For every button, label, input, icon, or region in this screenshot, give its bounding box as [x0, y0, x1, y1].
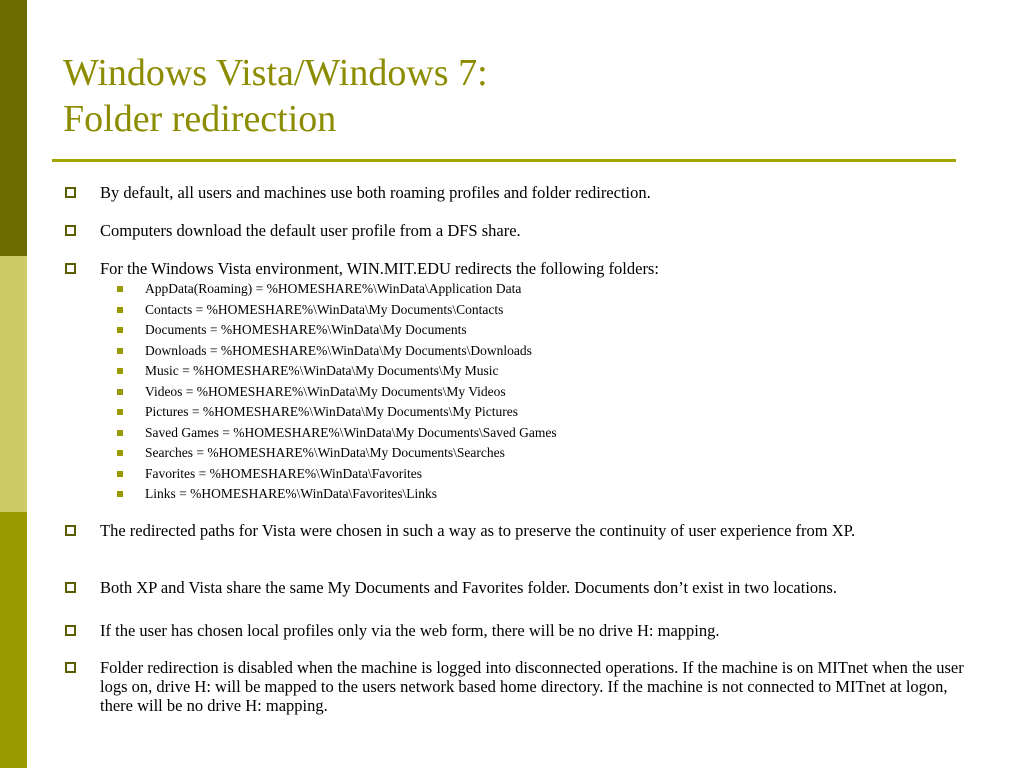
- filled-square-bullet-icon: [117, 430, 123, 436]
- bullet-text: If the user has chosen local profiles only via the web form, there will be no drive H: mapping.: [100, 621, 720, 640]
- hollow-square-bullet-icon: [65, 187, 76, 198]
- filled-square-bullet-icon: [117, 389, 123, 395]
- filled-square-bullet-icon: [117, 368, 123, 374]
- sub-bullet-item: [145, 486, 965, 502]
- bullet-item: [100, 221, 970, 240]
- sub-bullet-text: Downloads = %HOMESHARE%\WinData\My Documents\Downloads: [145, 343, 532, 358]
- sub-bullet-item: [145, 384, 965, 400]
- sub-bullet-text: Pictures = %HOMESHARE%\WinData\My Documents\My Pictures: [145, 404, 519, 419]
- bullet-text: The redirected paths for Vista were chosen in such a way as to preserve the continuity of user experience from XP.: [100, 521, 856, 540]
- sub-bullet-item: [145, 322, 965, 338]
- filled-square-bullet-icon: [117, 409, 123, 415]
- sub-bullet-text: Links = %HOMESHARE%\WinData\Favorites\Links: [145, 486, 438, 501]
- sub-bullet-text: Documents = %HOMESHARE%\WinData\My Documents: [145, 322, 467, 337]
- sub-bullet-item: [145, 343, 965, 359]
- bullet-text: By default, all users and machines use both roaming profiles and folder redirection.: [100, 183, 651, 202]
- sub-bullet-item: [145, 425, 965, 441]
- hollow-square-bullet-icon: [65, 662, 76, 673]
- filled-square-bullet-icon: [117, 450, 123, 456]
- filled-square-bullet-icon: [117, 327, 123, 333]
- filled-square-bullet-icon: [117, 471, 123, 477]
- bullet-text: Computers download the default user profile from a DFS share.: [100, 221, 521, 240]
- sub-bullet-item: [145, 363, 965, 379]
- slide-title-line-2: Folder redirection: [63, 98, 337, 140]
- sub-bullet-text: Videos = %HOMESHARE%\WinData\My Documents\My Videos: [145, 384, 506, 399]
- hollow-square-bullet-icon: [65, 582, 76, 593]
- hollow-square-bullet-icon: [65, 525, 76, 536]
- hollow-square-bullet-icon: [65, 263, 76, 274]
- sub-bullet-text: Music = %HOMESHARE%\WinData\My Documents\My Music: [145, 363, 499, 378]
- filled-square-bullet-icon: [117, 348, 123, 354]
- slide-title-line-1: Windows Vista/Windows 7:: [63, 52, 488, 94]
- hollow-square-bullet-icon: [65, 225, 76, 236]
- bullet-item: [100, 521, 970, 540]
- bullet-item: [100, 259, 970, 278]
- bullet-text: Both XP and Vista share the same My Documents and Favorites folder. Documents don’t exist in two locations.: [100, 578, 837, 597]
- sub-bullet-item: [145, 445, 965, 461]
- bullet-item: [100, 621, 970, 640]
- bullet-text: For the Windows Vista environment, WIN.MIT.EDU redirects the following folders:: [100, 259, 659, 278]
- sub-bullet-item: [145, 404, 965, 420]
- filled-square-bullet-icon: [117, 491, 123, 497]
- sub-bullet-text: Favorites = %HOMESHARE%\WinData\Favorites: [145, 466, 423, 481]
- bullet-item: [100, 658, 970, 715]
- hollow-square-bullet-icon: [65, 625, 76, 636]
- bullet-item: [100, 183, 970, 202]
- sub-bullet-text: Contacts = %HOMESHARE%\WinData\My Documents\Contacts: [145, 302, 504, 317]
- bullet-item: [100, 578, 970, 597]
- filled-square-bullet-icon: [117, 307, 123, 313]
- filled-square-bullet-icon: [117, 286, 123, 292]
- bullet-text: Folder redirection is disabled when the machine is logged into disconnected operations. If the machine is on MITnet when the user logs on, drive H: will be mapped to the users network based home directory. If the machine is not connected to MITnet at logon, there will be no drive H: mapping.: [100, 658, 964, 715]
- sub-bullet-text: AppData(Roaming) = %HOMESHARE%\WinData\Application Data: [145, 281, 522, 296]
- sub-bullet-item: [145, 302, 965, 318]
- sub-bullet-text: Saved Games = %HOMESHARE%\WinData\My Documents\Saved Games: [145, 425, 557, 440]
- sub-bullet-text: Searches = %HOMESHARE%\WinData\My Documents\Searches: [145, 445, 505, 460]
- sub-bullet-item: [145, 466, 965, 482]
- sub-bullet-item: [145, 281, 965, 297]
